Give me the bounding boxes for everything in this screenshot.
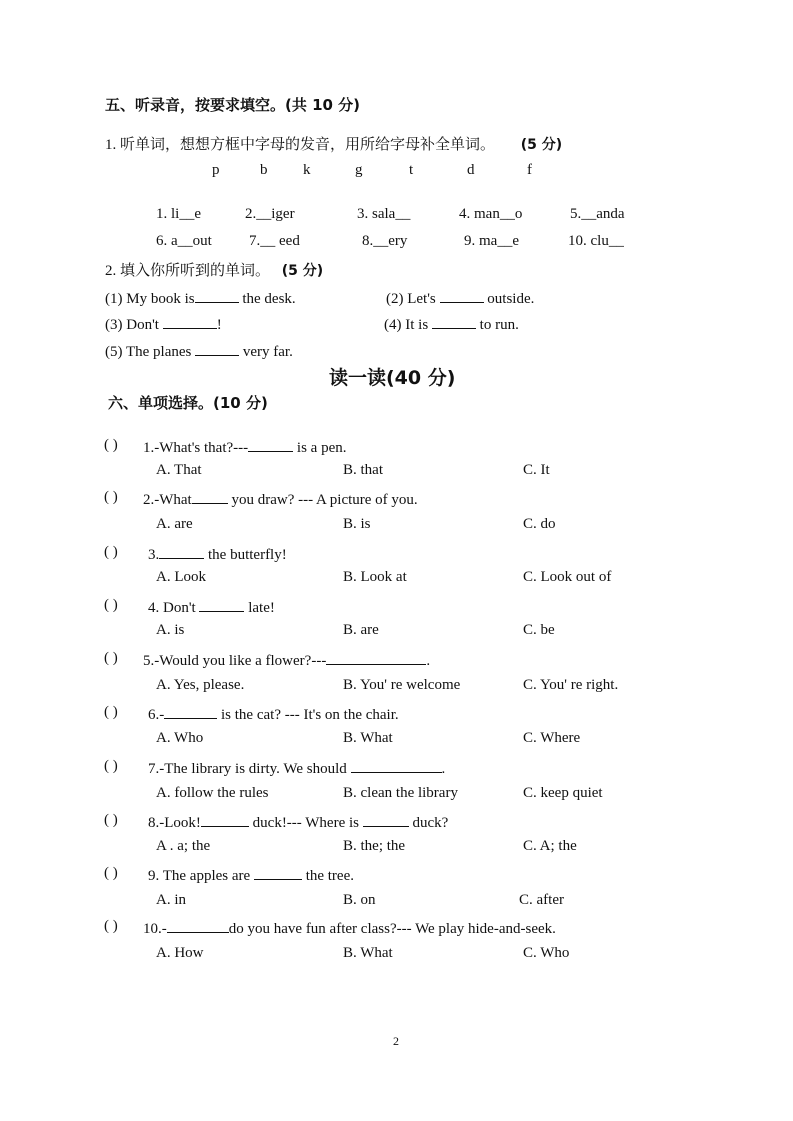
- option-a[interactable]: A. Who: [156, 730, 204, 746]
- option-a[interactable]: A. follow the rules: [156, 785, 269, 801]
- answer-paren[interactable]: ( ): [104, 489, 118, 505]
- fill-pre: (2) Let's: [386, 291, 440, 307]
- stem-text: the tree.: [301, 868, 354, 884]
- fill-item-5: [105, 341, 293, 361]
- fill-pre: (1) My book is: [105, 291, 195, 307]
- answer-blank[interactable]: [248, 437, 293, 452]
- letter-item: f: [527, 162, 532, 178]
- fill-post: !: [216, 317, 222, 333]
- stem-text: is a pen.: [293, 440, 347, 456]
- option-a[interactable]: A. are: [156, 516, 193, 532]
- option-c[interactable]: C. Look out of: [523, 569, 612, 585]
- fill-item-1: [105, 288, 296, 308]
- word-item: 5.__anda: [570, 206, 625, 222]
- question-stem: [148, 758, 445, 778]
- stem-text: 2.-What: [143, 492, 192, 508]
- option-a[interactable]: A. in: [156, 892, 186, 908]
- answer-paren[interactable]: ( ): [104, 544, 118, 560]
- fill-item-3: [105, 314, 222, 334]
- answer-paren[interactable]: ( ): [104, 812, 118, 828]
- word-item: 10. clu__: [568, 233, 624, 249]
- option-c[interactable]: C. Where: [523, 730, 581, 746]
- answer-blank[interactable]: [195, 288, 239, 303]
- stem-text: .: [441, 761, 446, 777]
- word-item: 9. ma__e: [464, 233, 519, 249]
- answer-blank[interactable]: [201, 812, 249, 827]
- fill-pre: (5) The planes: [105, 344, 196, 360]
- answer-blank[interactable]: [163, 314, 217, 329]
- answer-blank[interactable]: [164, 704, 217, 719]
- answer-paren[interactable]: ( ): [104, 704, 118, 720]
- option-a[interactable]: A. That: [156, 462, 202, 478]
- option-b[interactable]: B. Look at: [343, 569, 407, 585]
- option-c[interactable]: C. You' re right.: [523, 677, 619, 693]
- option-b[interactable]: B. What: [343, 945, 393, 961]
- option-b[interactable]: B. on: [343, 892, 376, 908]
- letter-item: b: [260, 162, 268, 178]
- page-number: 2: [393, 1034, 399, 1048]
- fill-post: very far.: [239, 344, 293, 360]
- stem-text: 8.-Look!: [148, 815, 201, 831]
- stem-text: duck?: [408, 815, 449, 831]
- answer-paren[interactable]: ( ): [104, 758, 118, 774]
- stem-text: 6.-: [148, 707, 165, 723]
- stem-text: 10.-: [143, 921, 167, 937]
- section6-heading: 六、单项选择。(10 分): [108, 394, 268, 412]
- word-item: 6. a__out: [156, 233, 212, 249]
- fill-pre: (3) Don't: [105, 317, 163, 333]
- option-c[interactable]: C. keep quiet: [523, 785, 603, 801]
- answer-blank[interactable]: [254, 865, 302, 880]
- option-c[interactable]: C. be: [523, 622, 555, 638]
- answer-paren[interactable]: ( ): [104, 650, 118, 666]
- answer-paren[interactable]: ( ): [104, 597, 118, 613]
- question-stem: [148, 597, 275, 617]
- part1-instruction: 1. 听单词，想想方框中字母的发音，用所给字母补全单词。: [105, 137, 496, 153]
- word-item: 7.__ eed: [249, 233, 300, 249]
- fill-item-2: [386, 288, 534, 308]
- answer-blank[interactable]: [440, 288, 484, 303]
- word-item: 1. li__e: [156, 206, 201, 222]
- section5-heading: 五、听录音，按要求填空。(共 10 分): [105, 96, 361, 114]
- part1-points: (5 分): [520, 137, 563, 153]
- stem-text: is the cat? --- It's on the chair.: [217, 707, 399, 723]
- question-stem: [143, 650, 430, 670]
- reading-title: 读一读(40 分): [329, 367, 456, 389]
- option-b[interactable]: B. the; the: [343, 838, 406, 854]
- question-stem: [148, 865, 354, 885]
- option-b[interactable]: B. are: [343, 622, 379, 638]
- fill-post: the desk.: [238, 291, 296, 307]
- letter-item: d: [467, 162, 475, 178]
- word-item: 4. man__o: [459, 206, 523, 222]
- answer-blank[interactable]: [167, 918, 229, 933]
- option-b[interactable]: B. What: [343, 730, 393, 746]
- fill-item-4: [384, 314, 519, 334]
- option-b[interactable]: B. clean the library: [343, 785, 458, 801]
- option-c[interactable]: C. Who: [523, 945, 570, 961]
- part2-instruction-line: [105, 259, 323, 280]
- answer-paren[interactable]: ( ): [104, 865, 118, 881]
- answer-blank[interactable]: [199, 597, 244, 612]
- part2-instruction: 2. 填入你所听到的单词。: [105, 263, 271, 279]
- option-a[interactable]: A. Look: [156, 569, 206, 585]
- option-a[interactable]: A. Yes, please.: [156, 677, 245, 693]
- word-item: 3. sala__: [357, 206, 411, 222]
- answer-paren[interactable]: ( ): [104, 437, 118, 453]
- fill-pre: (4) It is: [384, 317, 432, 333]
- option-a[interactable]: A . a; the: [156, 838, 211, 854]
- answer-blank[interactable]: [363, 812, 409, 827]
- stem-text: 5.-Would you like a flower?---: [143, 653, 327, 669]
- answer-blank[interactable]: [326, 650, 426, 665]
- option-c[interactable]: C. after: [519, 892, 564, 908]
- word-item: 8.__ery: [362, 233, 408, 249]
- answer-blank[interactable]: [351, 758, 442, 773]
- letter-item: g: [355, 162, 363, 178]
- question-stem: [143, 489, 418, 509]
- part2-points: (5 分): [281, 263, 324, 279]
- stem-text: the butterfly!: [204, 547, 287, 563]
- stem-text: 1.-What's that?---: [143, 440, 249, 456]
- question-stem: [148, 704, 399, 724]
- option-b[interactable]: B. that: [343, 462, 383, 478]
- stem-text: late!: [244, 600, 275, 616]
- letter-item: k: [303, 162, 311, 178]
- option-c[interactable]: C. It: [523, 462, 550, 478]
- stem-text: 9. The apples are: [148, 868, 254, 884]
- option-b[interactable]: B. is: [343, 516, 371, 532]
- option-c[interactable]: C. do: [523, 516, 556, 532]
- stem-text: do you have fun after class?--- We play hide-and-seek.: [228, 921, 556, 937]
- letter-item: p: [212, 162, 220, 178]
- answer-blank[interactable]: [159, 544, 204, 559]
- question-stem: [143, 918, 556, 938]
- question-stem: [148, 544, 287, 564]
- answer-blank[interactable]: [195, 341, 239, 356]
- stem-text: duck!--- Where is: [248, 815, 363, 831]
- stem-text: you draw? --- A picture of you.: [227, 492, 418, 508]
- part1-instruction-line: [105, 133, 562, 154]
- stem-text: .: [426, 653, 431, 669]
- fill-post: to run.: [475, 317, 519, 333]
- stem-text: 7.-The library is dirty. We should: [148, 761, 351, 777]
- word-item: 2.__iger: [245, 206, 295, 222]
- option-a[interactable]: A. How: [156, 945, 204, 961]
- question-stem: [143, 437, 346, 457]
- stem-text: 4. Don't: [148, 600, 200, 616]
- fill-post: outside.: [483, 291, 535, 307]
- question-stem: [148, 812, 448, 832]
- stem-text: 3.: [148, 547, 160, 563]
- answer-blank[interactable]: [432, 314, 476, 329]
- option-b[interactable]: B. You' re welcome: [343, 677, 461, 693]
- letter-item: t: [409, 162, 414, 178]
- answer-paren[interactable]: ( ): [104, 918, 118, 934]
- option-c[interactable]: C. A; the: [523, 838, 577, 854]
- option-a[interactable]: A. is: [156, 622, 185, 638]
- answer-blank[interactable]: [192, 489, 228, 504]
